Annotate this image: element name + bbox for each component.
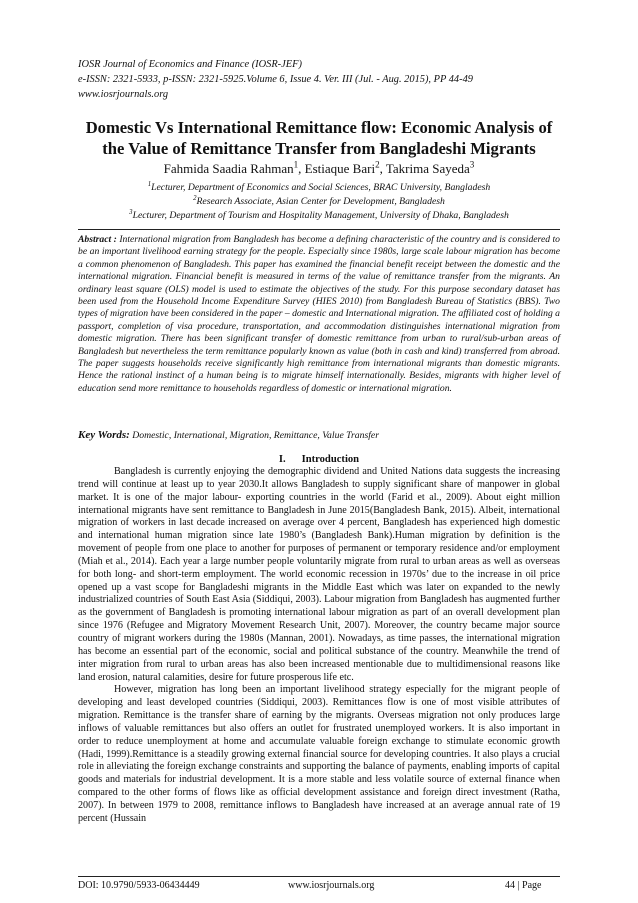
author-separator: , xyxy=(298,161,305,176)
affiliation-text: Research Associate, Asian Center for Development, Bangladesh xyxy=(196,196,445,207)
author-affiliation-mark: 2 xyxy=(375,159,380,170)
author-affiliation-mark: 1 xyxy=(293,159,299,170)
body-text xyxy=(78,466,560,826)
footer-doi[interactable]: DOI: 10.9790/5933-06434449 xyxy=(78,880,200,891)
author-separator: , xyxy=(379,161,386,176)
journal-name: IOSR Journal of Economics and Finance (IOSR-JEF) xyxy=(78,59,302,70)
affiliation xyxy=(60,210,578,222)
journal-issn: e-ISSN: 2321-5933, p-ISSN: 2321-5925.Volume 6, Issue 4. Ver. III (Jul. - Aug. 2015), PP 44-49 xyxy=(78,74,473,85)
paragraph: Bangladesh is currently enjoying the demographic dividend and United Nations data suggests the increasing trend will continue at least up to year 2030.It allows Bangladesh to supply significant share of manpower in global market. It is one of the major labour- exporting countries in the world (Farid et al., 2009). About eight million international migrants have sent remittance to Bangladesh in June 2015(Bangladesh Bank, 2015). Albeit, international migration of workers in last decade increased on average over 4 percent, Bangladesh has experienced high domestic and international human migration since late 1980’s (Bangladesh Bank).Human migration by definition is the movement of people from one place to another for purposes of permanent or temporary residence and/or employment (Miah et al., 2014). Each year a large number people voluntarily migrate from rural to urban areas as well as overseas for both long- and short-term employment. The world economic recession in 1970s’ due to the increase in oil price opened up a vast scope for Bangladeshi migrants in the Middle East which was later on expanded to the newly industrialized countries of South East Asia (Siddiqui, 2003). Labour migration from Bangladesh has augmented further as the government of Bangladesh is promoting international labour migration as part of an overall development plan since 1976 (Refugee and Migratory Movement Research Unit, 2007). Moreover, the country became major source country of migrant workers during the 1980s (Mannan, 2001). Nowadays, as time passes, the international migration has become an essential part of the economic, social and political substance of the country. Meanwhile the trend of inter migration from rural to urban areas has also been increased mentionable due to multidimensional reasons like land erosion, natural calamities, desire for future prosperous life etc. xyxy=(78,466,560,683)
author-name: Estiaque Bari xyxy=(304,161,376,176)
author-affiliation-mark: 3 xyxy=(469,159,475,170)
author-name: Fahmida Saadia Rahman xyxy=(163,161,294,176)
affiliation-mark: 3 xyxy=(129,208,133,216)
paragraph: However, migration has long been an important livelihood strategy especially for the migrant people of developing and least developed countries (Siddiqui, 2003). Remittances flow is one of most visible attributes of migration. Remittance is the transfer share of earning by the migrants. Overseas migration not only produces large inflows of valuable remittances but also offers an outlet for frustrated unemployed workers. It is also important in order to reduce unemployment at home and accumulate valuable foreign exchange to stimulate economic growth (Hadi, 1999).Remittance is a steadily growing external financial source for developing countries. It also plays a crucial role in alleviating the foreign exchange constraints and supporting the balance of payments, enabling imports of capital goods and materials for industrial development. It is a more stable and less volatile source of external finance when compared to the other forms of flows like as official development assistance and foreign direct investment (Ratha, 2007). In between 1979 to 2008, remittance inflows to Bangladesh have increased at an average annual rate of 19 percent (Hussain xyxy=(78,684,560,824)
affiliation-text: Lecturer, Department of Economics and Social Sciences, BRAC University, Bangladesh xyxy=(151,182,491,193)
keywords-label: Key Words: xyxy=(78,429,130,441)
section-heading xyxy=(78,453,560,466)
affiliation-text: Lecturer, Department of Tourism and Hospitality Management, University of Dhaka, Bangladesh xyxy=(132,210,509,221)
affiliation-mark: 2 xyxy=(193,194,197,202)
affiliation xyxy=(60,182,578,194)
affiliation xyxy=(60,196,578,208)
keywords-text: Domestic, International, Migration, Remittance, Value Transfer xyxy=(132,430,380,441)
paper-title xyxy=(72,117,566,159)
footer-divider xyxy=(78,876,560,877)
section-title: Introduction xyxy=(301,454,360,465)
affiliation-mark: 1 xyxy=(147,180,152,188)
abstract xyxy=(78,234,560,395)
author-name: Takrima Sayeda xyxy=(385,161,470,176)
abstract-label: Abstract : xyxy=(78,234,117,245)
title-line-2: the Value of Remittance Transfer from Bangladeshi Migrants xyxy=(102,139,536,158)
journal-url[interactable]: www.iosrjournals.org xyxy=(78,89,169,100)
footer-url[interactable]: www.iosrjournals.org xyxy=(288,880,375,891)
journal-header xyxy=(78,57,558,102)
abstract-text: International migration from Bangladesh has become a defining characteristic of the country and is considered to be an important livelihood earning strategy for the people. Especially since 1980s, large scale labour migration has become a common phenomenon of Bangladesh. This paper has examined the financial benefit receipt between the domestic and the international migration. Financial benefit is measured in terms of the value of remittance transfer from the migrants. An ordinary least square (OLS) model is used to estimate the objectives of the study. For this purpose secondary dataset has been used from the Household Income Expenditure Survey (HIES 2010) from Bangladesh Bureau of Statistics (BBS). Two types of migration have been considered in the paper – domestic and International migration. The affiliated cost of holding a passport, completion of visa procedure, transportation, and accommodation distinguishes international migration from domestic migration. There has been significant transfer of domestic remittance from urban to rural/sub-urban areas of Bangladesh but nevertheless the term remittance popularly known as value (both in cash and kind) transferred from abroad. The paper suggests households receive significantly high remittance from international migrants than domestic migrants. Hence the rational instinct of a human being is to migrate himself internationally. Besides, migrants with higher level of education send more remittance to households regardless of domestic or international migration. xyxy=(78,234,560,394)
author-list xyxy=(72,160,566,178)
page-number: 44 | Page xyxy=(505,880,542,891)
keywords xyxy=(78,429,560,442)
divider xyxy=(78,229,560,230)
section-number: I. xyxy=(278,454,286,465)
title-line-1: Domestic Vs International Remittance flow: Economic Analysis of xyxy=(85,118,553,137)
